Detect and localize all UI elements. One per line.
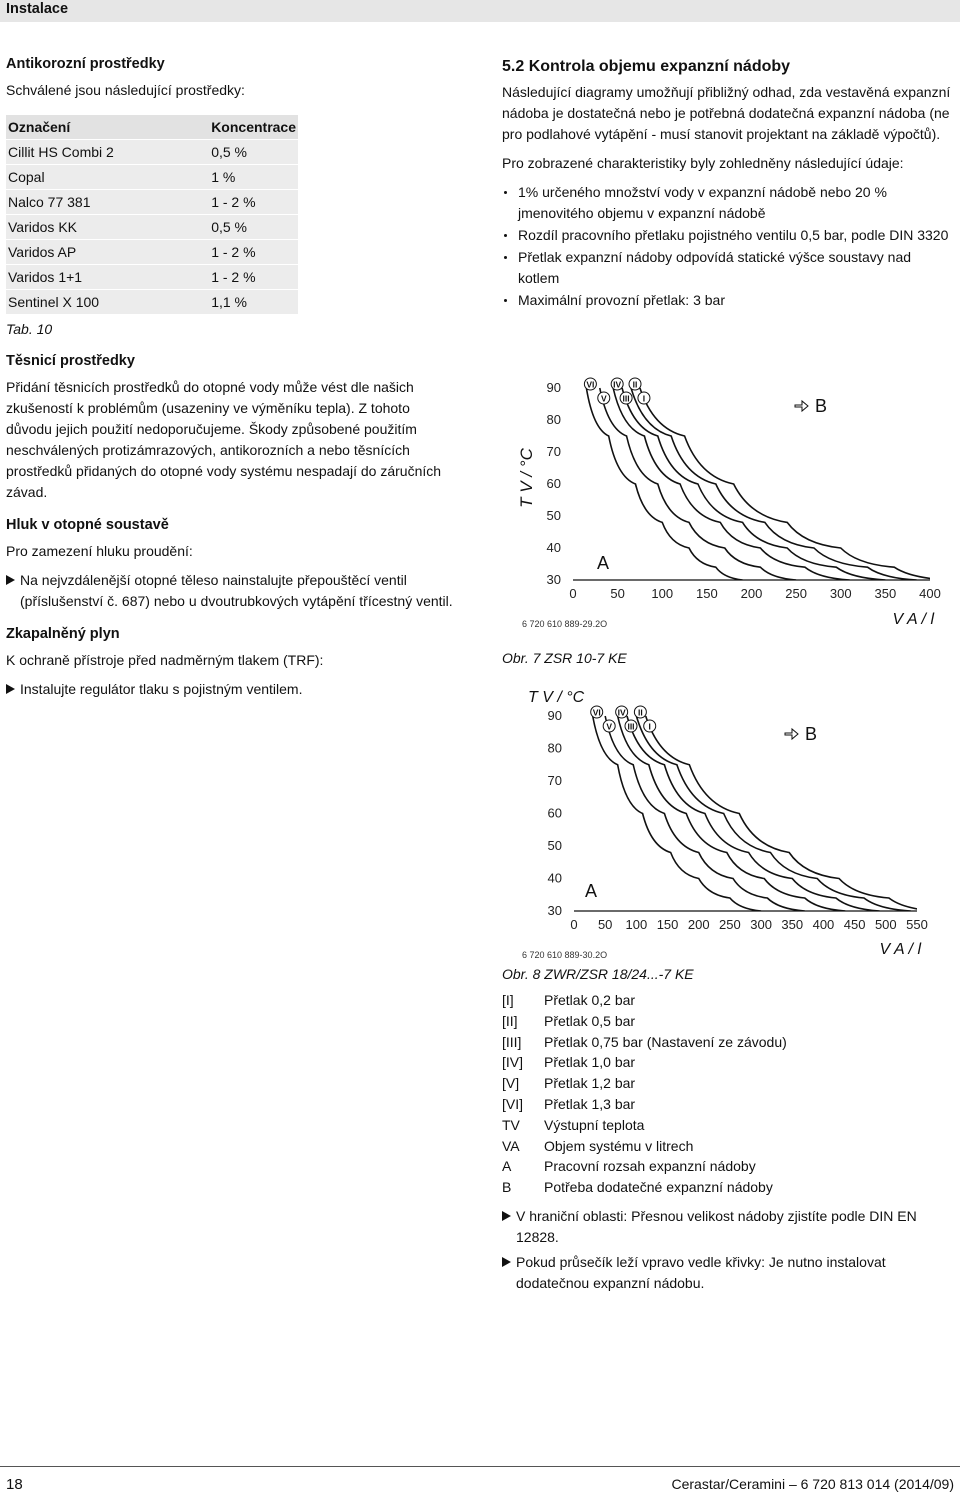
x-tick-label: 400 [919, 586, 941, 601]
curve-label-i: I [648, 721, 651, 732]
x-tick-label: 400 [812, 917, 835, 932]
region-b-label: B [815, 396, 828, 416]
noise-heading: Hluk v otopné soustavě [6, 517, 169, 533]
x-tick-label: 50 [597, 917, 613, 932]
table-cell: 1 % [209, 165, 298, 190]
table-header-name: Označení [6, 115, 209, 140]
y-tick-label: 70 [547, 773, 562, 788]
y-tick-label: 80 [547, 740, 562, 756]
legend-value: Přetlak 1,2 bar [544, 1075, 636, 1092]
legend-key: [II] [502, 1012, 518, 1029]
concentration-table [6, 115, 298, 315]
curve-i [646, 716, 936, 911]
table-cell: 1 - 2 % [209, 240, 298, 265]
legend-row [502, 1158, 952, 1179]
x-tick-label: 150 [656, 917, 679, 932]
table-row [6, 215, 298, 240]
curve-i [640, 388, 948, 580]
x-tick-label: 550 [906, 917, 928, 932]
x-tick-label: 350 [781, 917, 804, 932]
x-tick-label: 50 [610, 586, 625, 601]
legend-row [502, 1117, 952, 1138]
bullet-text: Přetlak expanzní nádoby odpovídá statické výšce soustavy nad kotlem [518, 249, 912, 286]
x-tick-label: 0 [570, 917, 578, 932]
table-cell: 0,5 % [209, 215, 298, 240]
legend-value: Přetlak 1,3 bar [544, 1095, 636, 1112]
table-row [6, 165, 298, 190]
list-item [502, 182, 954, 224]
y-tick-label: 60 [546, 476, 561, 491]
anti-heading: Antikorozní prostředky [6, 56, 165, 72]
y-tick-label: 50 [547, 838, 562, 853]
arrow-icon [502, 1257, 511, 1267]
x-tick-label: 350 [874, 586, 897, 601]
intro-paragraph: Následující diagramy umožňují přibližný odhad, zda vestavěná expanzní nádoba je dostatečná nebo je potřebná dodatečná expanzní nádoba (ne pro podlahové vytápění - musí stanovit projektant na základě výpočtů). [502, 84, 951, 142]
chart-zsr-10 [502, 340, 954, 640]
legend-row [502, 992, 952, 1013]
x-tick-label: 100 [625, 917, 648, 932]
arrow-icon [6, 575, 15, 585]
y-tick-label: 40 [547, 870, 562, 886]
legend-row [502, 1179, 952, 1200]
lpg-intro: K ochraně přístroje před nadměrným tlakem (TRF): [6, 652, 324, 668]
legend-key: [IV] [502, 1054, 524, 1071]
lpg-heading: Zkapalněný plyn [6, 626, 120, 642]
table-cell: Varidos KK [6, 215, 209, 240]
legend-key: A [502, 1158, 512, 1175]
table-cell: Varidos 1+1 [6, 265, 209, 290]
legend-value: Přetlak 0,2 bar [544, 992, 636, 1008]
x-axis-label: V A / l [879, 941, 921, 958]
curve-label-v: V [600, 393, 607, 404]
arrow-icon [502, 1211, 511, 1221]
y-tick-label: 50 [546, 508, 561, 523]
x-tick-label: 150 [696, 586, 718, 601]
arrow-icon [6, 684, 15, 694]
curve-label-v: V [606, 721, 613, 732]
table-cell: 0,5 % [209, 140, 298, 165]
page-number: 18 [6, 1476, 23, 1493]
doc-reference: Cerastar/Ceramini – 6 720 813 014 (2014/09) [671, 1476, 954, 1492]
legend-value: Přetlak 0,5 bar [544, 1012, 636, 1029]
table-cell: Cillit HS Combi 2 [6, 140, 209, 165]
bullet-icon [504, 299, 507, 302]
table-row [6, 290, 298, 315]
table-row [6, 140, 298, 165]
curve-vi [586, 388, 742, 580]
notes-list [502, 1206, 952, 1294]
table-cell: 1,1 % [209, 290, 298, 315]
table-cell: Copal [6, 165, 209, 190]
arrow-b-icon [795, 401, 808, 411]
legend-key: [I] [502, 992, 514, 1008]
x-tick-label: 250 [719, 917, 741, 932]
table-cell: 1 - 2 % [209, 265, 298, 290]
legend-value: Objem systému v litrech [544, 1137, 694, 1154]
x-tick-label: 250 [785, 586, 807, 601]
header-bar [0, 0, 960, 22]
bullet-text: Rozdíl pracovního přetlaku pojistného ventilu 0,5 bar, podle DIN 3320 [518, 227, 949, 243]
lpg-step-text: Instalujte regulátor tlaku s pojistným ventilem. [20, 681, 303, 697]
legend-key: VA [502, 1137, 520, 1154]
bullet-text: Maximální provozní přetlak: 3 bar [518, 292, 725, 308]
right-column [502, 58, 954, 312]
list-item [6, 679, 456, 700]
noise-step-text: Na nejvzdálenější otopné těleso nainstalujte přepouštěcí ventil (příslušenství č. 687) nebo u dvoutrubkových vytápění třícestný ventil. [20, 572, 453, 609]
legend-row [502, 1096, 952, 1117]
legend-row [502, 1013, 952, 1034]
curve-iv [618, 716, 846, 911]
y-tick-label: 40 [546, 540, 561, 555]
sealing-text: Přidání těsnicích prostředků do otopné vody může vést dle našich zkušeností k problémům (usazeniny ve výměníku tepla). Z tohoto důvodu jejich použití nedoporučujeme. Škody způsobené použitím neschválených protizámrazových, antikorozních a nebo těsnících prostředků přidaných do otopné vody systému nespadají do záručních závad. [6, 379, 442, 500]
table-cell: 1 - 2 % [209, 190, 298, 215]
params-list [502, 182, 954, 311]
legend-row [502, 1054, 952, 1075]
bullet-icon [504, 256, 507, 259]
bullet-icon [504, 234, 507, 237]
table-header-conc: Koncentrace [209, 115, 298, 140]
region-a-label: A [585, 881, 598, 901]
x-tick-label: 300 [829, 586, 852, 601]
y-tick-label: 90 [547, 708, 562, 723]
curve-label-iv: IV [617, 707, 626, 718]
list-item [502, 1206, 952, 1248]
curve-label-ii: II [632, 379, 638, 390]
x-tick-label: 300 [750, 917, 772, 932]
legend-value: Přetlak 1,0 bar [544, 1054, 636, 1071]
list-item [502, 225, 954, 246]
section-title: 5.2 Kontrola objemu expanzní nádoby [502, 58, 791, 75]
y-tick-label: 30 [547, 903, 562, 918]
table-row [6, 240, 298, 265]
table-row [6, 190, 298, 215]
sealing-heading: Těsnicí prostředky [6, 353, 135, 369]
region-b-label: B [805, 724, 818, 744]
y-tick-label: 80 [546, 412, 561, 427]
note-text: Pokud průsečík leží vpravo vedle křivky: Je nutno instalovat dodatečnou expanzní nádobu. [516, 1254, 886, 1291]
x-tick-label: 200 [687, 917, 710, 932]
params-intro: Pro zobrazené charakteristiky byly zohledněny následující údaje: [502, 155, 904, 171]
x-tick-label: 500 [874, 917, 897, 932]
x-axis-label: V A / l [892, 611, 934, 628]
figure-reference: 6 720 610 889-30.2O [522, 950, 608, 960]
curve-label-iv: IV [613, 379, 622, 390]
x-tick-label: 200 [740, 586, 763, 601]
region-a-label: A [597, 553, 610, 573]
figure-reference: 6 720 610 889-29.2O [522, 619, 608, 629]
legend-key: [III] [502, 1033, 522, 1050]
legend-row [502, 1034, 952, 1055]
legend-value: Potřeba dodatečné expanzní nádoby [544, 1179, 773, 1196]
legend-row [502, 1075, 952, 1096]
y-tick-label: 30 [546, 572, 561, 587]
list-item [6, 570, 456, 612]
x-tick-label: 0 [569, 586, 577, 601]
list-item [502, 247, 954, 289]
table-cell: Varidos AP [6, 240, 209, 265]
bullet-icon [504, 191, 507, 194]
curve-ii [631, 388, 917, 580]
list-item [502, 1252, 952, 1294]
note-text: V hraniční oblasti: Přesnou velikost nádoby zjistíte podle DIN EN 12828. [516, 1208, 917, 1245]
legend-key: B [502, 1179, 512, 1196]
notes [502, 1206, 952, 1302]
noise-intro: Pro zamezení hluku proudění: [6, 543, 193, 559]
legend-value: Výstupní teplota [544, 1116, 645, 1133]
bullet-text: 1% určeného množství vody v expanzní nádobě nebo 20 % jmenovitého objemu v expanzní nádobě [518, 184, 887, 221]
y-axis-label: T V / °C [517, 448, 536, 508]
curve-iii [622, 388, 885, 580]
table-header-row [6, 115, 298, 140]
legend-key: TV [502, 1116, 520, 1133]
chart-legend [502, 992, 952, 1200]
legend-row [502, 1138, 952, 1159]
y-tick-label: 60 [547, 805, 562, 821]
y-tick-label: 70 [546, 444, 561, 459]
x-tick-label: 100 [651, 586, 674, 601]
lpg-steps [6, 679, 456, 700]
legend-key: [V] [502, 1075, 520, 1092]
noise-steps [6, 570, 456, 612]
arrow-b-icon [785, 729, 798, 739]
list-item [502, 290, 954, 311]
table-cell: Sentinel X 100 [6, 290, 209, 315]
curve-ii [636, 716, 910, 911]
curve-label-i: I [642, 393, 646, 404]
curve-label-iii: III [622, 393, 630, 404]
table-row [6, 265, 298, 290]
anti-intro: Schválené jsou následující prostředky: [6, 82, 245, 98]
curve-label-iii: III [627, 721, 635, 732]
legend-key: [VI] [502, 1095, 524, 1112]
table-cell: Nalco 77 381 [6, 190, 209, 215]
curve-label-vi: VI [586, 379, 595, 390]
figure7-caption: Obr. 7 ZSR 10-7 KE [502, 650, 627, 666]
footer-divider [0, 1466, 960, 1467]
curve-label-ii: II [637, 707, 643, 718]
y-tick-label: 90 [546, 380, 561, 395]
legend-value: Přetlak 0,75 bar (Nastavení ze závodu) [544, 1033, 787, 1050]
header-title: Instalace [6, 1, 69, 17]
curve-label-vi: VI [592, 707, 601, 718]
x-tick-label: 450 [843, 917, 866, 932]
legend-value: Pracovní rozsah expanzní nádoby [544, 1158, 756, 1175]
y-axis-label: T V / °C [528, 689, 585, 706]
chart-zwr-18-24 [502, 678, 954, 966]
figure8-caption: Obr. 8 ZWR/ZSR 18/24...-7 KE [502, 966, 694, 982]
left-column [6, 56, 456, 708]
table-caption: Tab. 10 [6, 321, 53, 337]
